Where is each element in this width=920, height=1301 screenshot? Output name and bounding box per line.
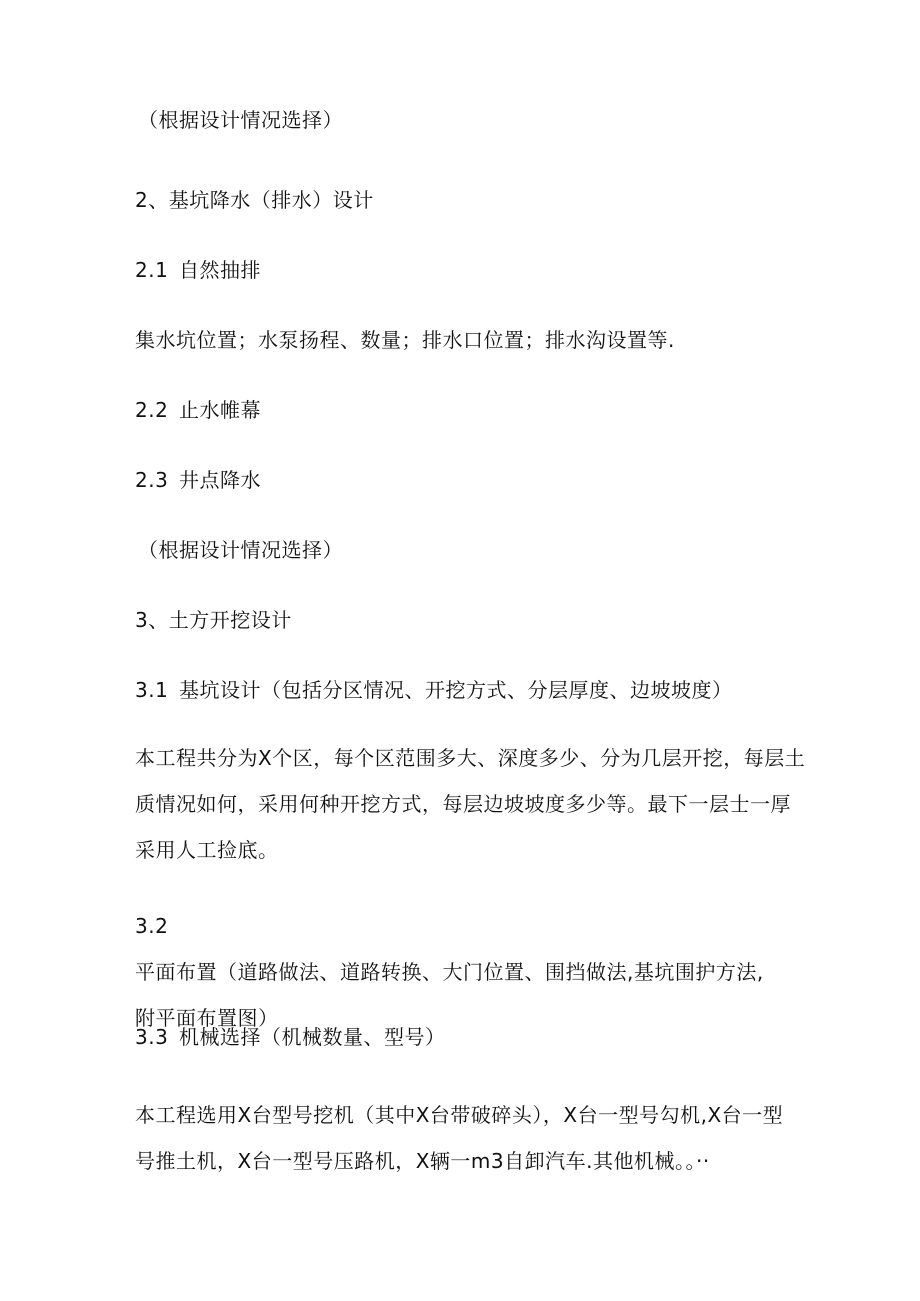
- paragraph-line: 本工程选用X台型号挖机（其中X台带破碎头），X台一型号勾机,X台一型: [135, 1103, 784, 1127]
- section-title: 基坑设计（包括分区情况、开挖方式、分层厚度、边坡坡度）: [179, 678, 733, 702]
- heading-2-3: [135, 468, 261, 492]
- section-number: 2.1: [135, 258, 169, 282]
- section-number: 3.2: [135, 914, 169, 938]
- note-design-selection-2: （根据设计情况选择）: [138, 538, 343, 562]
- section-number: 3.1: [135, 678, 169, 702]
- paragraph-3-3: [135, 1092, 795, 1184]
- section-number: 3.3: [135, 1025, 169, 1049]
- paragraph-line: 本工程共分为X个区，每个区范围多大、深度多少、分为几层开挖，每层土: [135, 746, 806, 770]
- section-title: 平面布置（道路做法、道路转换、大门位置、围挡做法,基坑围护方法,: [135, 960, 764, 984]
- heading-section-2: 2、基坑降水（排水）设计: [135, 188, 374, 212]
- heading-2-1: [135, 258, 261, 282]
- section-number: 2.3: [135, 468, 169, 492]
- heading-section-3: 3、土方开挖设计: [135, 608, 292, 632]
- note-design-selection-1: （根据设计情况选择）: [138, 108, 343, 132]
- section-title: 自然抽排: [179, 258, 261, 282]
- heading-3-1: [135, 678, 733, 702]
- paragraph-line: [135, 903, 795, 995]
- heading-2-2: [135, 398, 261, 422]
- section-number: 2.2: [135, 398, 169, 422]
- paragraph-line: 号推土机，X台一型号压路机，X辆一m3自卸汽车.其他机械。。··: [135, 1149, 710, 1173]
- paragraph-line: 采用人工捡底。: [135, 838, 279, 862]
- heading-3-3: [135, 1025, 446, 1049]
- paragraph-3-1: [135, 735, 806, 873]
- paragraph-line: 附平面布置图）: [135, 1006, 279, 1030]
- section-title: 井点降水: [179, 468, 261, 492]
- paragraph-2-1: 集水坑位置；水泵扬程、数量；排水口位置；排水沟设置等.: [135, 328, 675, 352]
- paragraph-line: 质情况如何，采用何种开挖方式，每层边坡坡度多少等。最下一层士一厚: [135, 792, 791, 816]
- section-title: 止水帷幕: [179, 398, 261, 422]
- section-title: 机械选择（机械数量、型号）: [179, 1025, 446, 1049]
- heading-3-2: [135, 903, 795, 1041]
